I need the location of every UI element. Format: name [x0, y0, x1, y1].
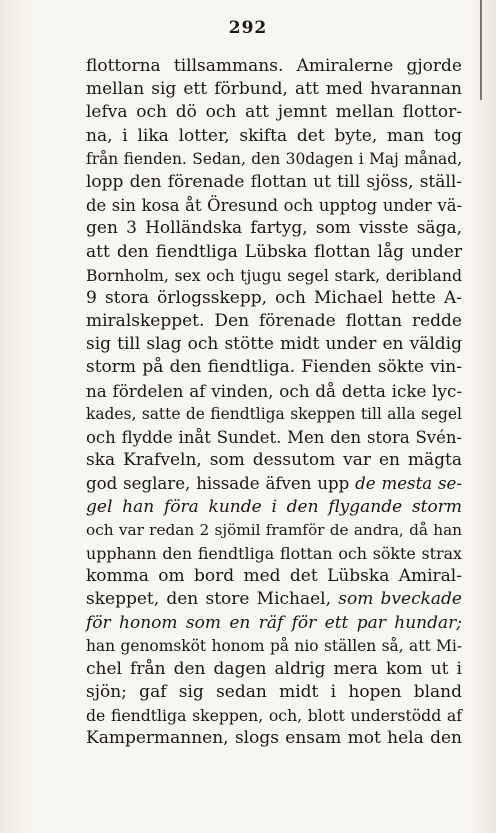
text-segment: lefva och dö och att jemnt mellan flottor-: [86, 102, 462, 123]
text-segment: gen 3 Holländska fartyg, som visste säga,: [86, 218, 462, 239]
text-line: [86, 727, 462, 750]
text-segment: sjön; gaf sig sedan midt i hopen bland: [86, 682, 462, 703]
text-line: [86, 542, 462, 565]
text-segment: från fienden. Sedan, den 30dagen i Maj månad,: [86, 149, 462, 168]
text-line: [86, 148, 462, 171]
text-line: [86, 194, 462, 217]
body-text: [86, 55, 462, 751]
text-line: [86, 171, 462, 194]
text-segment: Kampermannen, slogs ensam mot hela den: [86, 728, 462, 749]
text-segment: god seglare, hissade äfven upp: [86, 474, 356, 494]
text-segment: upphann den fiendtliga flottan och sökte strax: [86, 543, 462, 563]
text-line: [86, 426, 462, 449]
text-segment: och flydde inåt Sundet. Men den stora Svén-: [86, 428, 462, 447]
italic-text-segment: de mesta se-: [355, 474, 462, 494]
text-line: [86, 55, 462, 78]
text-line: [86, 472, 462, 495]
text-line: [86, 264, 462, 287]
text-line: [86, 704, 462, 727]
text-segment: sig till slag och stötte midt under en väldig: [86, 334, 462, 355]
text-segment: flottorna tillsammans. Amiralerne gjorde: [86, 56, 462, 76]
text-line: [86, 241, 462, 264]
text-segment: han genomsköt honom på nio ställen så, att Mi-: [86, 636, 462, 655]
text-line: [86, 380, 462, 403]
text-segment: lopp den förenade flottan ut till sjöss, ställ-: [86, 171, 462, 192]
text-line: [86, 519, 462, 542]
italic-text-segment: för honom som en räf för ett par hundar;: [86, 612, 462, 633]
text-line: [86, 101, 462, 124]
text-segment: miralskeppet. Den förenade flottan redde: [86, 311, 462, 332]
text-segment: Bornholm, sex och tjugu segel stark, deribland: [86, 265, 462, 285]
text-segment: ska Krafveln, som dessutom var en mägta: [86, 450, 462, 471]
text-line: [86, 565, 462, 588]
text-line: [86, 125, 462, 148]
text-segment: och var redan 2 sjömil framför de andra, då han: [86, 520, 462, 539]
text-line: [86, 496, 462, 519]
text-segment: skeppet, den store Michael,: [86, 589, 339, 610]
text-line: [86, 403, 462, 426]
text-line: [86, 658, 462, 681]
italic-text-segment: som bveckade: [338, 589, 462, 610]
text-line: [86, 333, 462, 356]
page-edge-rule: [480, 0, 482, 100]
text-line: [86, 449, 462, 472]
text-line: [86, 310, 462, 333]
text-segment: de sin kosa åt Öresund och upptog under vä-: [86, 196, 462, 216]
text-segment: kades, satte de fiendtliga skeppen till alla segel: [86, 404, 462, 423]
text-segment: 9 stora örlogsskepp, och Michael hette A-: [86, 287, 462, 308]
text-line: [86, 612, 462, 635]
text-line: [86, 635, 462, 658]
page-number: 292: [228, 18, 268, 38]
text-segment: komma om bord med det Lübska Amiral-: [86, 566, 462, 587]
text-line: [86, 78, 462, 101]
text-line: [86, 217, 462, 240]
text-segment: mellan sig ett förbund, att med hvarannan: [86, 79, 462, 100]
italic-text-segment: gel han föra kunde i den flygande storm: [86, 496, 462, 517]
text-line: [86, 588, 462, 611]
text-line: [86, 356, 462, 379]
text-segment: na, i lika lotter, skifta det byte, man tog: [86, 125, 462, 146]
text-segment: storm på den fiendtliga. Fienden sökte vin-: [86, 357, 462, 378]
text-segment: chel från den dagen aldrig mera kom ut i: [86, 658, 462, 679]
text-line: [86, 287, 462, 310]
text-segment: na fördelen af vinden, och då detta icke lyc-: [86, 380, 462, 401]
text-segment: att den fiendtliga Lübska flottan låg under: [86, 241, 462, 262]
text-segment: de fiendtliga skeppen, och, blott understödd af: [86, 706, 462, 726]
text-line: [86, 681, 462, 704]
